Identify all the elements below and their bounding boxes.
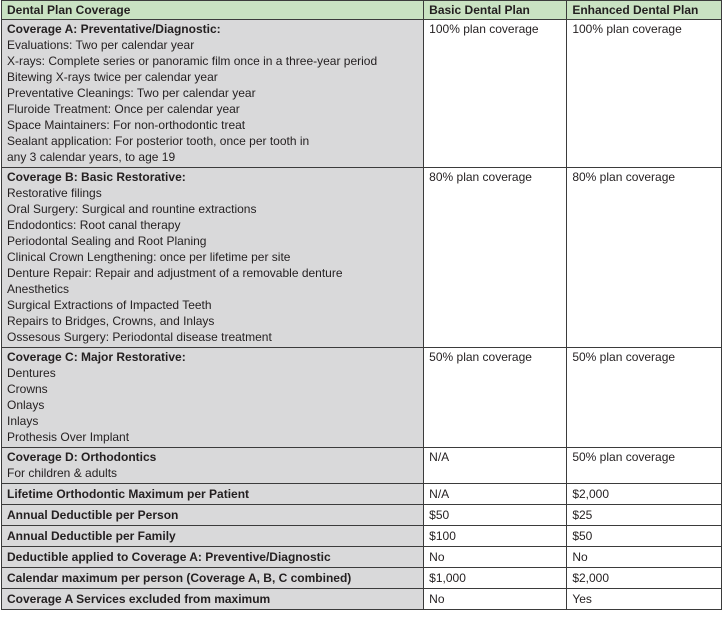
coverage-item: Inlays (7, 414, 39, 428)
coverage-b-basic: 80% plan coverage (424, 168, 567, 348)
summary-row-deductible-person (2, 505, 722, 526)
summary-label: Lifetime Orthodontic Maximum per Patient (2, 484, 424, 505)
coverage-b-description (2, 168, 424, 348)
coverage-a-enhanced: 100% plan coverage (567, 20, 722, 168)
header-row (2, 1, 722, 20)
coverage-a-title: Coverage A: Preventative/Diagnostic: (7, 22, 221, 36)
summary-label: Annual Deductible per Family (2, 526, 424, 547)
summary-enhanced: $2,000 (567, 484, 722, 505)
coverage-item: Ossesous Surgery: Periodontal disease treatment (7, 330, 272, 344)
coverage-item: Space Maintainers: For non-orthodontic treat (7, 118, 246, 132)
summary-label: Deductible applied to Coverage A: Preventive/Diagnostic (2, 547, 424, 568)
coverage-item: Surgical Extractions of Impacted Teeth (7, 298, 212, 312)
coverage-item: Onlays (7, 398, 45, 412)
summary-row-calendar-max (2, 568, 722, 589)
coverage-item: Repairs to Bridges, Crowns, and Inlays (7, 314, 215, 328)
coverage-a-row (2, 20, 722, 168)
summary-basic: $50 (424, 505, 567, 526)
coverage-item: Crowns (7, 382, 48, 396)
coverage-c-title: Coverage C: Major Restorative: (7, 350, 186, 364)
summary-row-deductible-applied (2, 547, 722, 568)
summary-enhanced: Yes (567, 589, 722, 610)
coverage-item: For children & adults (7, 466, 118, 480)
coverage-b-enhanced: 80% plan coverage (567, 168, 722, 348)
coverage-item: Prothesis Over Implant (7, 430, 130, 444)
summary-enhanced: $50 (567, 526, 722, 547)
summary-row-excluded (2, 589, 722, 610)
coverage-c-enhanced: 50% plan coverage (567, 348, 722, 448)
coverage-item: Preventative Cleanings: Two per calendar year (7, 86, 256, 100)
coverage-item: Dentures (7, 366, 56, 380)
coverage-item: Sealant application: For posterior tooth, once per tooth in any 3 calendar years, to age 19 (7, 134, 310, 164)
summary-enhanced: No (567, 547, 722, 568)
coverage-c-row (2, 348, 722, 448)
summary-basic: No (424, 547, 567, 568)
coverage-b-title: Coverage B: Basic Restorative: (7, 170, 186, 184)
coverage-item: Anesthetics (7, 282, 70, 296)
summary-label: Calendar maximum per person (Coverage A, B, C combined) (2, 568, 424, 589)
summary-basic: No (424, 589, 567, 610)
coverage-c-basic: 50% plan coverage (424, 348, 567, 448)
coverage-b-row (2, 168, 722, 348)
dental-plan-table (1, 0, 722, 610)
coverage-item: Fluroide Treatment: Once per calendar year (7, 102, 240, 116)
summary-label: Coverage A Services excluded from maximum (2, 589, 424, 610)
coverage-item: Bitewing X-rays twice per calendar year (7, 70, 218, 84)
summary-basic: $100 (424, 526, 567, 547)
coverage-item: Periodontal Sealing and Root Planing (7, 234, 207, 248)
coverage-item: Endodontics: Root canal therapy (7, 218, 181, 232)
coverage-c-description (2, 348, 424, 448)
summary-enhanced: $25 (567, 505, 722, 526)
coverage-d-row (2, 448, 722, 484)
header-coverage: Dental Plan Coverage (2, 1, 424, 20)
summary-label: Annual Deductible per Person (2, 505, 424, 526)
summary-enhanced: $2,000 (567, 568, 722, 589)
coverage-a-basic: 100% plan coverage (424, 20, 567, 168)
summary-basic: $1,000 (424, 568, 567, 589)
summary-row-deductible-family (2, 526, 722, 547)
coverage-d-enhanced: 50% plan coverage (567, 448, 722, 484)
summary-basic: N/A (424, 484, 567, 505)
coverage-d-description (2, 448, 424, 484)
summary-row-ortho-max (2, 484, 722, 505)
coverage-item: Oral Surgery: Surgical and rountine extractions (7, 202, 257, 216)
header-enhanced-plan: Enhanced Dental Plan (567, 1, 722, 20)
coverage-item: Clinical Crown Lengthening: once per lifetime per site (7, 250, 291, 264)
coverage-item: Evaluations: Two per calendar year (7, 38, 195, 52)
header-basic-plan: Basic Dental Plan (424, 1, 567, 20)
coverage-item: Denture Repair: Repair and adjustment of a removable denture (7, 266, 343, 280)
coverage-a-description (2, 20, 424, 168)
coverage-d-title: Coverage D: Orthodontics (7, 450, 157, 464)
coverage-item: X-rays: Complete series or panoramic film once in a three-year period (7, 54, 378, 68)
coverage-item: Restorative filings (7, 186, 102, 200)
coverage-d-basic: N/A (424, 448, 567, 484)
